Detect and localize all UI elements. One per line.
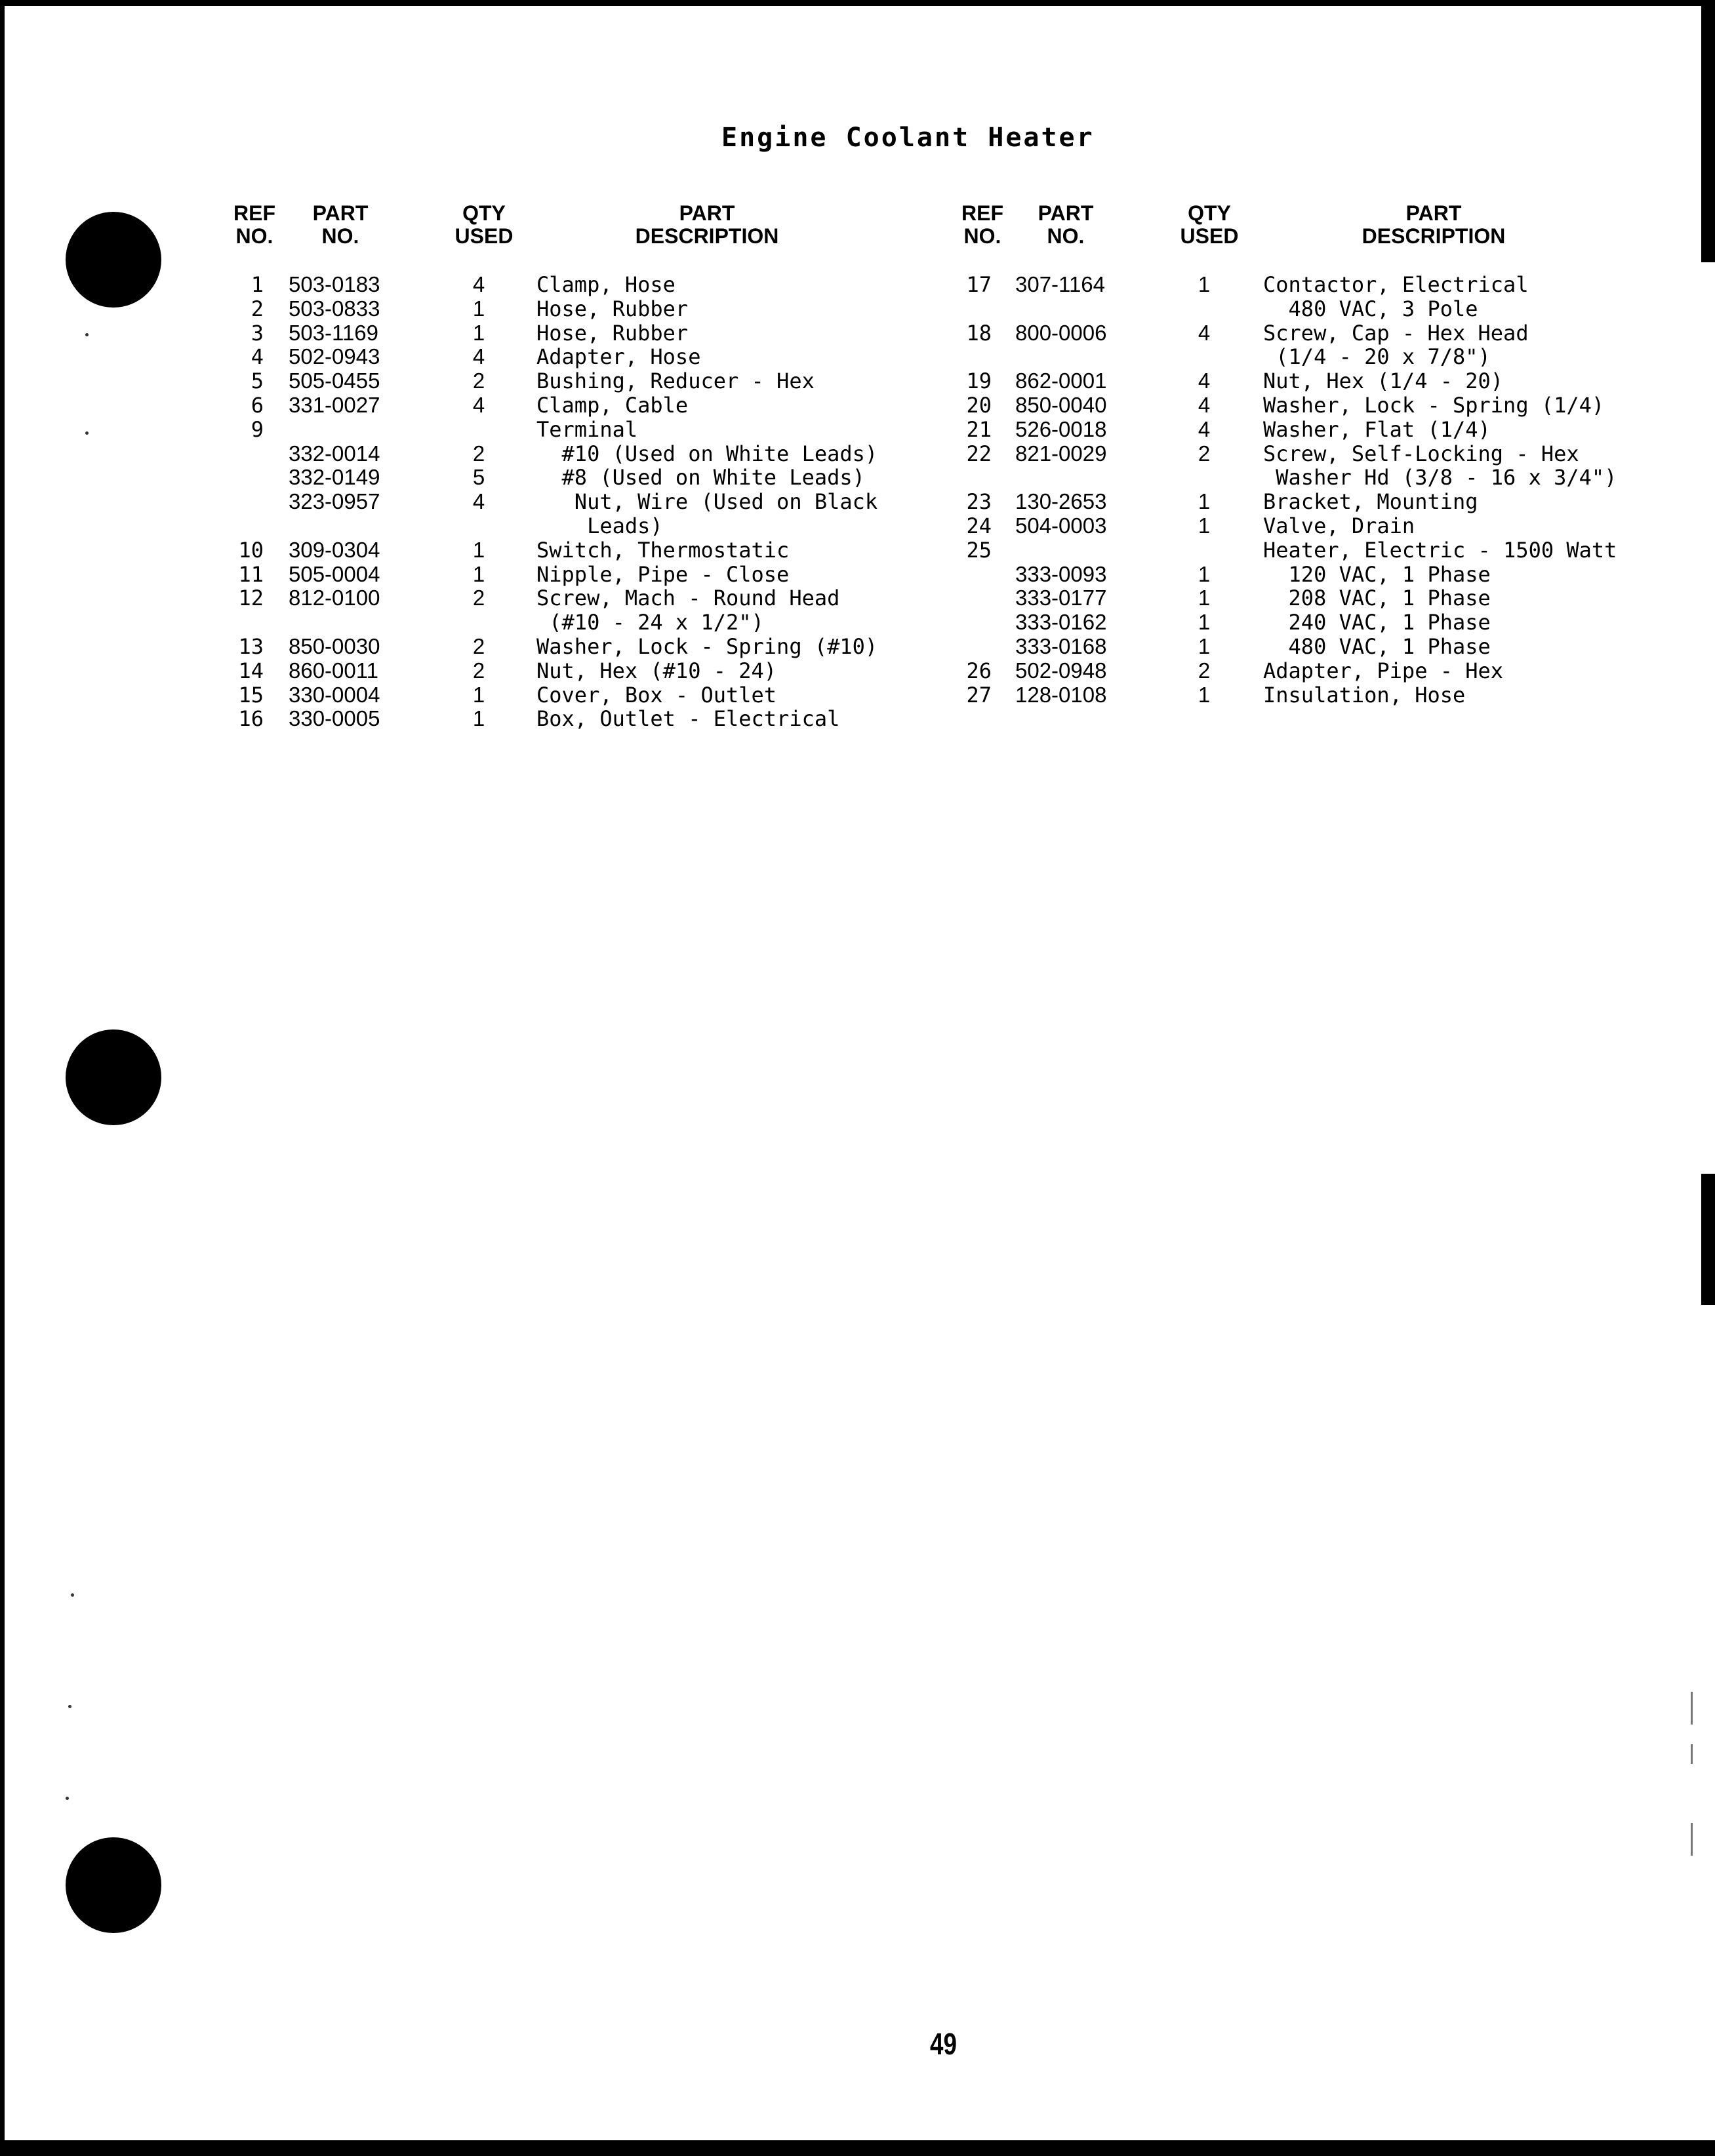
part-no-cell: 323-0957 (289, 489, 380, 514)
header-line: PART (1038, 201, 1094, 225)
parts-row (0, 538, 1692, 563)
page-number: 49 (930, 2027, 957, 2061)
parts-row (0, 563, 1692, 587)
qty-cell: 1 (472, 537, 485, 562)
parts-row (0, 683, 1692, 708)
qty-cell: 1 (1198, 489, 1211, 514)
description-cell: (#10 - 24 x 1/2") (536, 610, 764, 635)
ref-no-cell: 21 (966, 416, 992, 442)
ref-no-cell: 27 (966, 682, 992, 708)
part-no-cell: 330-0005 (289, 706, 380, 731)
header-line: USED (1180, 224, 1239, 248)
ref-no-cell: 9 (251, 416, 264, 442)
header-qty-used (453, 202, 515, 248)
ref-no-cell: 1 (251, 272, 264, 297)
scan-mark (1691, 1823, 1693, 1856)
description-cell: Clamp, Hose (536, 272, 676, 297)
qty-cell: 1 (472, 296, 485, 321)
ref-no-cell: 5 (251, 369, 264, 394)
ref-no-cell: 14 (238, 658, 264, 683)
header-line: NO. (321, 224, 359, 248)
part-no-cell: 504-0003 (1015, 513, 1107, 538)
ref-no-cell: 2 (251, 296, 264, 321)
header-line: QTY (462, 201, 506, 225)
part-no-cell: 330-0004 (289, 682, 380, 707)
ref-no-cell: 20 (966, 392, 992, 418)
ref-no-cell: 23 (966, 489, 992, 515)
ref-no-cell: 4 (251, 344, 264, 370)
ref-no-cell: 11 (238, 561, 264, 587)
ref-no-cell: 15 (238, 682, 264, 708)
qty-cell: 1 (472, 561, 485, 586)
header-line: PART (312, 201, 369, 225)
part-no-cell: 800-0006 (1015, 320, 1107, 345)
description-cell: 240 VAC, 1 Phase (1263, 610, 1491, 635)
description-cell: Nipple, Pipe - Close (536, 561, 790, 587)
part-no-cell: 821-0029 (1015, 441, 1107, 466)
description-cell: 208 VAC, 1 Phase (1263, 586, 1491, 611)
part-no-cell: 860-0011 (289, 658, 379, 683)
part-no-cell: 333-0093 (1015, 561, 1107, 586)
ref-no-cell: 6 (251, 392, 264, 418)
parts-row (0, 418, 1692, 442)
qty-cell: 1 (472, 320, 485, 345)
parts-row (0, 514, 1692, 538)
qty-cell: 4 (472, 489, 485, 514)
part-no-cell: 503-0183 (289, 272, 380, 296)
header-line: PART (679, 201, 735, 225)
part-no-cell: 332-0149 (289, 465, 380, 490)
description-cell: Heater, Electric - 1500 Watt (1263, 537, 1617, 563)
description-cell: Screw, Self-Locking - Hex (1263, 441, 1579, 466)
scan-mark (1691, 1692, 1693, 1725)
part-no-cell: 526-0018 (1015, 416, 1107, 441)
description-cell: 120 VAC, 1 Phase (1263, 561, 1491, 587)
parts-row (0, 586, 1692, 610)
ref-no-cell: 22 (966, 441, 992, 466)
description-cell: Contactor, Electrical (1263, 272, 1529, 297)
part-no-cell: 850-0040 (1015, 392, 1107, 417)
qty-cell: 2 (472, 658, 485, 683)
part-no-cell: 505-0004 (289, 561, 380, 586)
description-cell: Washer, Lock - Spring (1/4) (1263, 392, 1605, 418)
qty-cell: 4 (1198, 392, 1211, 417)
description-cell: Bushing, Reducer - Hex (536, 369, 815, 394)
qty-cell: 5 (472, 465, 485, 490)
description-cell: #8 (Used on White Leads) (536, 465, 865, 490)
page-title: Engine Coolant Heater (721, 123, 1095, 153)
ref-no-cell: 17 (966, 272, 992, 297)
qty-cell: 1 (472, 682, 485, 707)
description-cell: Valve, Drain (1263, 513, 1415, 538)
header-line: QTY (1188, 201, 1231, 225)
parts-row (0, 321, 1692, 346)
qty-cell: 2 (472, 441, 485, 466)
parts-row (0, 393, 1692, 418)
parts-row (0, 273, 1692, 297)
ref-no-cell: 13 (238, 633, 264, 659)
ref-no-cell: 26 (966, 658, 992, 683)
description-cell: Adapter, Hose (536, 344, 701, 370)
ref-no-cell: 12 (238, 586, 264, 611)
header-line: DESCRIPTION (1362, 224, 1506, 248)
part-no-cell: 502-0948 (1015, 658, 1107, 683)
scan-border-bottom (0, 2140, 1715, 2156)
ref-no-cell: 19 (966, 369, 992, 394)
part-no-cell: 333-0177 (1015, 586, 1107, 610)
qty-cell: 2 (1198, 441, 1211, 466)
parts-row (0, 297, 1692, 321)
part-no-cell: 503-1169 (289, 320, 379, 345)
header-part-description (615, 202, 799, 248)
qty-cell: 4 (1198, 416, 1211, 441)
header-part-no (311, 202, 370, 248)
parts-row (0, 707, 918, 731)
description-cell: Adapter, Pipe - Hex (1263, 658, 1504, 683)
binder-hole-middle (66, 1029, 161, 1125)
description-cell: Switch, Thermostatic (536, 537, 790, 563)
description-cell: Washer, Flat (1/4) (1263, 416, 1491, 442)
part-no-cell: 128-0108 (1015, 682, 1107, 707)
description-cell: (1/4 - 20 x 7/8") (1263, 344, 1491, 370)
part-no-cell: 130-2653 (1015, 489, 1107, 514)
header-line: DESCRIPTION (635, 224, 779, 248)
qty-cell: 4 (1198, 369, 1211, 393)
description-cell: Hose, Rubber (536, 320, 689, 346)
ref-no-cell: 25 (966, 537, 992, 563)
ref-no-cell: 3 (251, 320, 264, 346)
part-no-cell: 333-0168 (1015, 633, 1107, 658)
qty-cell: 1 (1198, 610, 1211, 635)
qty-cell: 1 (1198, 633, 1211, 658)
description-cell: Bracket, Mounting (1263, 489, 1478, 515)
scan-border-top (0, 0, 1715, 6)
header-qty-used-right (1178, 202, 1241, 248)
scan-speck (68, 1705, 71, 1708)
ref-no-cell: 10 (238, 537, 264, 563)
description-cell: Screw, Mach - Round Head (536, 586, 840, 611)
qty-cell: 2 (472, 586, 485, 610)
part-no-cell: 307-1164 (1015, 272, 1106, 296)
parts-row (0, 610, 1692, 635)
header-ref-no-right (961, 202, 1003, 248)
description-cell: Nut, Hex (#10 - 24) (536, 658, 777, 683)
description-cell: Washer, Lock - Spring (#10) (536, 633, 878, 659)
part-no-cell: 333-0162 (1015, 610, 1107, 635)
description-cell: Clamp, Cable (536, 392, 689, 418)
part-no-cell: 332-0014 (289, 441, 380, 466)
header-line: NO. (963, 224, 1001, 248)
qty-cell: 4 (472, 392, 485, 417)
scan-border-right-lower (1701, 1174, 1715, 1305)
qty-cell: 2 (472, 633, 485, 658)
header-line: USED (454, 224, 514, 248)
parts-row (0, 635, 1692, 659)
description-cell: Nut, Hex (1/4 - 20) (1263, 369, 1504, 394)
qty-cell: 1 (1198, 561, 1211, 586)
header-line: PART (1405, 201, 1462, 225)
ref-no-cell: 24 (966, 513, 992, 538)
description-cell: Screw, Cap - Hex Head (1263, 320, 1529, 346)
qty-cell: 1 (1198, 682, 1211, 707)
qty-cell: 4 (1198, 320, 1211, 345)
header-line: REF (233, 201, 275, 225)
description-cell: Nut, Wire (Used on Black (536, 489, 878, 515)
header-line: NO. (1047, 224, 1085, 248)
scan-speck (66, 1797, 69, 1800)
description-cell: Hose, Rubber (536, 296, 689, 321)
scan-border-right-upper (1701, 0, 1715, 262)
qty-cell: 2 (472, 369, 485, 393)
part-no-cell: 331-0027 (289, 392, 380, 417)
part-no-cell: 502-0943 (289, 344, 380, 369)
parts-row (0, 466, 1692, 490)
parts-row (0, 369, 1692, 393)
description-cell: Leads) (536, 513, 663, 538)
part-no-cell: 505-0455 (289, 369, 380, 393)
header-line: NO. (235, 224, 273, 248)
qty-cell: 4 (472, 344, 485, 369)
header-part-description-right (1342, 202, 1525, 248)
qty-cell: 1 (1198, 513, 1211, 538)
description-cell: Washer Hd (3/8 - 16 x 3/4") (1263, 465, 1617, 490)
part-no-cell: 862-0001 (1015, 369, 1107, 393)
parts-row (0, 345, 1692, 369)
description-cell: Cover, Box - Outlet (536, 682, 777, 708)
part-no-cell: 309-0304 (289, 537, 380, 562)
parts-row (0, 490, 1692, 514)
ref-no-cell: 16 (238, 706, 264, 732)
part-no-cell: 812-0100 (289, 586, 380, 610)
parts-list-right (0, 273, 1692, 707)
qty-cell: 1 (1198, 272, 1211, 296)
parts-row (0, 659, 1692, 683)
description-cell: Terminal (536, 416, 638, 442)
part-no-cell: 503-0833 (289, 296, 380, 321)
header-part-no-right (1036, 202, 1095, 248)
scan-speck (71, 1593, 74, 1597)
qty-cell: 1 (472, 706, 485, 731)
qty-cell: 1 (1198, 586, 1211, 610)
qty-cell: 4 (472, 272, 485, 296)
description-cell: Box, Outlet - Electrical (536, 706, 840, 732)
description-cell: Insulation, Hose (1263, 682, 1466, 708)
header-ref-no (233, 202, 275, 248)
header-line: REF (961, 201, 1003, 225)
parts-row (0, 442, 1692, 466)
description-cell: 480 VAC, 1 Phase (1263, 633, 1491, 659)
description-cell: 480 VAC, 3 Pole (1263, 296, 1478, 321)
binder-hole-bottom (66, 1837, 161, 1933)
description-cell: #10 (Used on White Leads) (536, 441, 878, 466)
ref-no-cell: 18 (966, 320, 992, 346)
part-no-cell: 850-0030 (289, 633, 380, 658)
qty-cell: 2 (1198, 658, 1211, 683)
scan-mark (1691, 1744, 1693, 1764)
